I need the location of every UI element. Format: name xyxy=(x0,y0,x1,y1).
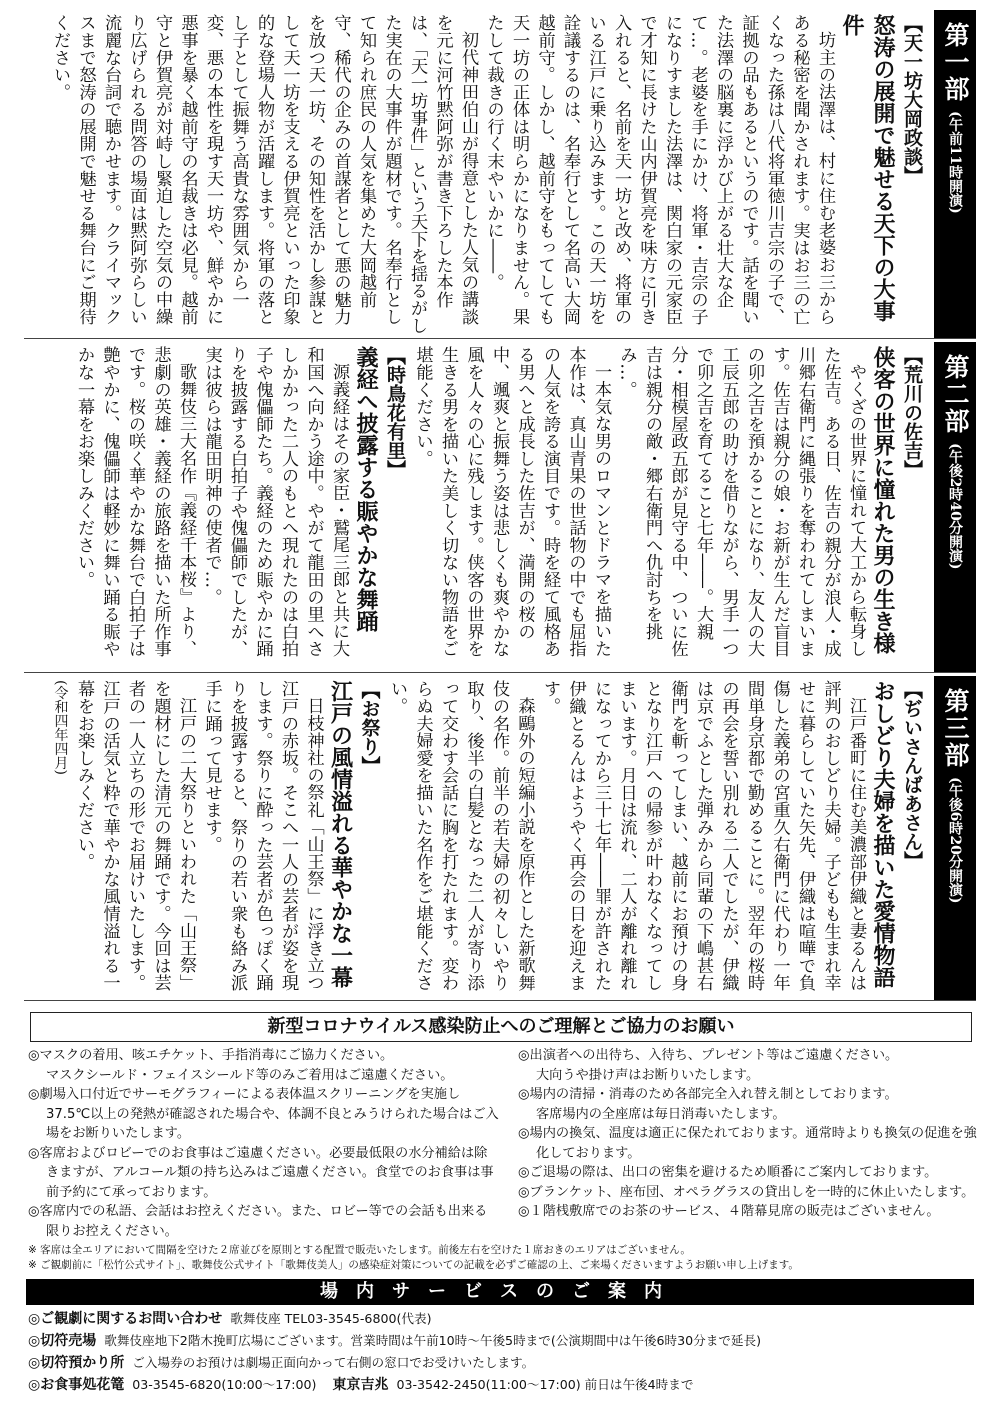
notice-item: ◎場内の換気、温度は適正に保たれております。通常時よりも換気の促進を強化しております。 xyxy=(518,1126,977,1161)
service-label: ◎切符売場 xyxy=(28,1333,97,1349)
service-label: 東京吉兆 xyxy=(332,1377,389,1393)
program-title: おしどり夫婦を描いた愛情物語 xyxy=(870,680,896,988)
service-text: 歌舞伎座地下2階木挽町広場にございます。営業時間は午前10時～午後5時まで(公演期間中は午後6時30分まで延長) xyxy=(104,1333,762,1348)
part-3-badge: 第三部 xyxy=(941,688,970,769)
service-text: 03-3542-2450(11:00～17:00) 前日は午後4時まで xyxy=(396,1377,694,1392)
notice-item: ◎客席およびロビーでのお食事はご遠慮ください。必要最低限の水分補給は除きますが、アルコール類の持ち込みはご遠慮ください。食堂でのお食事は事前予約にて承っております。 xyxy=(28,1145,494,1200)
notice-item: ◎１階桟敷席でのお茶のサービス、４階幕見席の販売はございません。 xyxy=(518,1204,940,1219)
notice-item: ◎ご退場の際は、出口の密集を避けるため順番にご案内しております。 xyxy=(518,1165,938,1180)
program-tag: 【ぢいさんばあさん】 xyxy=(901,680,923,870)
program-omatsuri xyxy=(51,680,384,996)
notice-item: ◎マスクの着用、咳エチケット、手指消毒にご協力ください。 マスクシールド・フェイスシールド等のみご着用はご遠慮ください。 xyxy=(28,1048,454,1083)
service-text: ご入場券のお預けは劇場正面向かって右側の窓口でお受けいたします。 xyxy=(132,1355,535,1370)
part-2-header xyxy=(934,342,976,672)
footnote: ※ ご観劇前に「松竹公式サイト」、歌舞伎公式サイト「歌舞伎美人」の感染症対策についての記載を必ずご確認の上、ご来場くださいますようお願い申し上げます。 xyxy=(28,1259,799,1271)
service-label: ◎切符預かり所 xyxy=(28,1355,125,1371)
notice-left-column xyxy=(28,1046,500,1241)
part-2-badge: 第二部 xyxy=(941,354,970,435)
program-tag: 【お祭り】 xyxy=(358,680,381,775)
notice-item: ◎劇場入口付近でサーモグラフィーによる表体温スクリーニングを実施し37.5℃以上の発熱が確認された場合や、体調不良とみうけられた場合はご入場をお断りいたします。 xyxy=(28,1087,499,1141)
notice-item: ◎客席内での私語、会話はお控えください。また、ロビー等での会話も出来る限りお控えください。 xyxy=(28,1204,488,1239)
program-jiisan-baasan xyxy=(384,680,927,996)
program-arakawa-no-sakichi xyxy=(409,346,926,668)
notice-title: 新型コロナウイルス感染防止へのご理解とご協力のお願い xyxy=(30,1012,972,1042)
part-2-time: (午後2時40分開演) xyxy=(947,443,963,570)
part-3-time: (午後6時20分開演) xyxy=(947,777,963,904)
date-note: (令和四年四月) xyxy=(52,680,69,775)
program-hototogisu xyxy=(71,346,410,668)
part-2 xyxy=(24,342,976,673)
notice-item: ◎ブランケット、座布団、オペラグラスの貸出しを一時的に休止いたします。 xyxy=(518,1184,975,1200)
program-paragraph: 坊主の法澤は、村に住む老婆お三からある秘密を聞かされます。実はお三の亡くなった孫は八代将軍徳川吉宗の子で、証拠の品もあるというのです。話を聞いた法澤の脳裏に浮かび上がる壮大な企て…。老婆を手にかけ、将軍・吉宗の子になりすました法澤は、関白家の元家臣で才知に長けた山内伊賀亮を味方に引き入れると、名前を天一坊と改め、将軍のいる江戸に乗り込みます。この天一坊を詮議するのは、名奉行として名高い大岡越前守。しかし、越前守をもってしても天一坊の正体は明らかになりません。果たして裁きの行く末やいかに――。 xyxy=(483,14,835,326)
part-3-header xyxy=(934,676,976,1000)
program-paragraph: やくざの世界に憧れて大工から転身した佐吉。ある日、佐吉の親分が浪人・成川郷右衛門に縄張りを奪われてしまいます。佐吉は親分の娘・お新が生んだ盲目の卯之吉を預かることになり、友人の大工辰五郎の助けを借りながら、男手一つで卯之吉を育てること七年――。大親分・相模屋政五郎が見守る中、ついに佐吉は親分の敵・郷右衛門へ仇討ちを挑み…。 xyxy=(616,346,866,658)
part-3-text xyxy=(24,680,926,996)
program-paragraph: 初代神田伯山が得意とした人気の講談を元に河竹黙阿弥が書き下ろした本作は、「天一坊事件」という天下を揺るがした実在の大事件が題材です。名奉行として知られ庶民の人気を集めた大岡越前守、稀代の企みの首謀者として悪の魅力を放つ天一坊、その知性を活かし参謀として天一坊を支える伊賀亮といった印象的な登場人物が活躍します。将軍の落とし子として振舞う高貴な雰囲気から一変、悪の本性を現す天一坊や、鮮やかに悪事を暴く越前守の名裁きは必見。越前守と伊賀亮が対峙し緊迫した空気の中繰り広げられる問答の場面は黙阿弥らしい流麗な台詞で聴かせます。クライマックスまで怒涛の展開で魅せる舞台にご期待ください。 xyxy=(50,14,478,334)
program-title: 侠客の世界に憧れた男の生き様 xyxy=(870,346,896,654)
part-1 xyxy=(24,10,976,339)
program-paragraph: 一本気な男のロマンとドラマを描いた本作は、真山青果の世話物の中でも屈指の人気を誇る演目です。時を経て風格ある男へと成長した佐吉が、満開の桜の中、颯爽と振舞う姿は悲しくも爽やかな風を人々の心に残します。侠客の世界を生きる男を描いた美しく切ない物語をご堪能ください。 xyxy=(412,346,611,658)
program-tag: 【荒川の佐吉】 xyxy=(901,346,923,479)
services-title: 場内サービスのご案内 xyxy=(26,1279,974,1305)
services-list xyxy=(28,1308,978,1396)
part-1-time: (午前11時開演) xyxy=(947,111,963,214)
part-1-text xyxy=(24,14,926,334)
notice-item: ◎出演者への出待ち、入待ち、プレゼント等はご遠慮ください。 大向うや掛け声はお断りいたします。 xyxy=(518,1048,899,1083)
part-2-text xyxy=(24,346,926,668)
service-text: 歌舞伎座 TEL03-3545-6800(代表) xyxy=(230,1311,432,1326)
footnotes xyxy=(28,1243,978,1273)
program-paragraph: 江戸の二大祭りといわれた「山王祭」を題材にした清元の舞踊です。今回は芸者の一人立ちの形でお届けいたします。江戸の活気と粋で華やかな風情溢れる一幕をお楽しみください。 xyxy=(74,680,196,992)
program-paragraph: 源義経はその家臣・鷲尾三郎と共に大和国へ向かう途中。やがて龍田の里へさしかかった二人のもとへ現れたのは白拍子や傀儡師たち。義経のため賑やかに踊りを披露する白拍子や傀儡師でしたが、実は彼らは龍田明神の使者で…。 xyxy=(201,346,349,658)
service-row xyxy=(28,1374,978,1396)
footnote: ※ 客席は全エリアにおいて間隔を空けた２席並びを原則とする配置で販売いたします。前後左右を空けた１席おきのエリアはございません。 xyxy=(28,1244,691,1256)
program-paragraph: 江戸番町に住む美濃部伊織と妻るんは評判のおしどり夫婦。子どもも生まれ幸せに暮らしていた矢先、伊織は喧嘩で負傷した義弟の宮重久右衛門に代わり一年間単身京都で勤めることに。翌年の桜時の再会を誓い別れる二人でしたが、伊織は京でふとした弾みから同輩の下嶋甚右衛門を斬ってしまい、越前にお預けの身となり江戸への帰参が叶わなくなってしまいます。月日は流れ、二人が離れ離れになってから三十七年――罪が許された伊織とるんはようやく再会の日を迎えます。 xyxy=(540,680,866,992)
service-label: ◎お食事処花篭 xyxy=(28,1377,125,1393)
program-tag: 【時鳥花有里】 xyxy=(384,346,406,479)
notice-right-column xyxy=(518,1046,980,1222)
program-paragraph: 歌舞伎三大名作『義経千本桜』より、悲劇の英雄・義経の旅路を描いた所作事です。桜の咲く華やかな舞台で白拍子は艶やかに、傀儡師は軽妙に舞い踊る賑やかな一幕をお楽しみください。 xyxy=(74,346,196,658)
program-paragraph: 日枝神社の祭礼「山王祭」に浮き立つ江戸の赤坂。そこへ一人の芸者が姿を現します。祭りに酔った芸者が色っぽく踊りを披露すると、祭りの若い衆も絡み派手に踊って見せます。 xyxy=(201,680,324,992)
program-tenichibo xyxy=(47,14,927,334)
service-row xyxy=(28,1330,978,1352)
service-text: 03-3545-6820(10:00～17:00) xyxy=(132,1377,317,1392)
service-row xyxy=(28,1352,978,1374)
service-label: ◎ご観劇に関するお問い合わせ xyxy=(28,1311,223,1327)
program-paragraph: 森鷗外の短編小説を原作とした新歌舞伎の名作。前半の若夫婦の初々しいやり取り、後半の白髪となった二人が寄り添って交わす会話に胸を打たれます。変わらぬ夫婦愛を描いた名作をご堪能ください。 xyxy=(387,680,535,992)
program-title: 江戸の風情溢れる華やかな一幕 xyxy=(327,680,354,988)
notice-item: ◎場内の清掃・消毒のため各部完全入れ替え制としております。 客席場内の全座席は毎日消毒いたします。 xyxy=(518,1087,898,1122)
program-title: 義経へ披露する賑やかな舞踊 xyxy=(353,346,379,632)
service-row xyxy=(28,1308,978,1330)
program-title: 怒涛の展開で魅せる天下の大事件 xyxy=(839,14,896,322)
part-1-header xyxy=(934,10,976,338)
part-1-badge: 第一部 xyxy=(941,22,970,103)
program-tag: 【天一坊大岡政談】 xyxy=(901,14,923,185)
part-3 xyxy=(24,676,976,1001)
